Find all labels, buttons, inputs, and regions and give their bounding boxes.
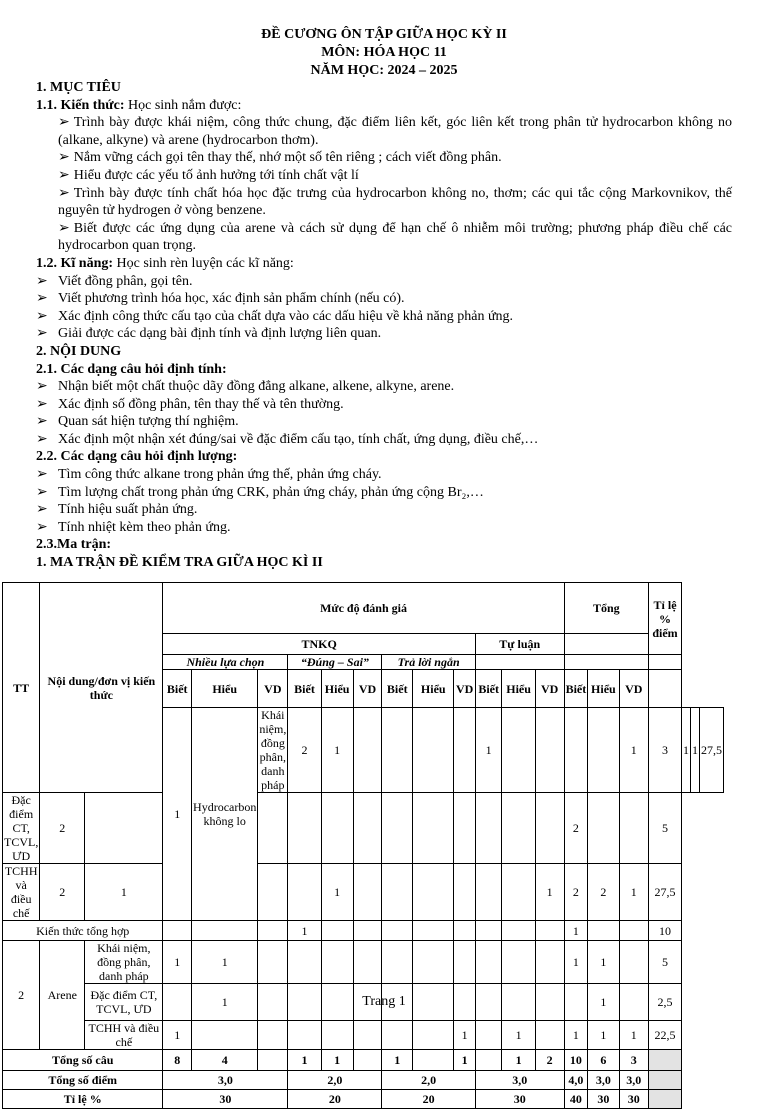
count-cell: 10 <box>649 921 682 941</box>
level-header-cell: Biết <box>288 670 321 708</box>
count-cell <box>535 921 564 941</box>
count-cell <box>321 921 353 941</box>
quantitative-text: Tìm công thức alkane trong phản ứng thế, phản ứng cháy. <box>58 467 382 483</box>
arrow-bullet-icon: ➢ <box>58 185 70 201</box>
total-cell: 2,0 <box>382 1071 475 1090</box>
total-cell: 4,0 <box>564 1071 588 1090</box>
qualitative-text: Nhận biết một chất thuộc dãy đồng đẳng alkane, alkene, alkyne, arene. <box>58 379 455 395</box>
knowledge-item <box>36 220 732 255</box>
arrow-bullet-icon: ➢ <box>36 291 48 307</box>
unit-cell: Khái niệm, đồng phân, danh pháp <box>85 941 163 984</box>
count-cell: 1 <box>321 708 353 793</box>
count-cell: 2 <box>40 864 85 921</box>
quantitative-text: Tính nhiệt kèm theo phản ứng. <box>58 519 231 535</box>
count-cell <box>475 1021 502 1050</box>
level-header-cell: Hiểu <box>192 670 258 708</box>
skill-item <box>36 325 732 343</box>
count-cell <box>588 708 619 793</box>
qualitative-text: Xác định một nhận xét đúng/sai về đặc điểm cấu tạo, tính chất, ứng dụng, điều chế,… <box>58 431 539 447</box>
arrow-bullet-icon: ➢ <box>36 396 48 412</box>
ratio-cell: 2,5 <box>649 984 682 1021</box>
total-cell <box>413 1050 454 1071</box>
arrow-bullet-icon: ➢ <box>36 484 48 500</box>
count-cell: 1 <box>619 708 649 793</box>
header-tnkq: TNKQ <box>163 634 475 655</box>
count-cell: 1 <box>163 1021 192 1050</box>
arrow-bullet-icon: ➢ <box>58 115 70 131</box>
header-level: Mức độ đánh giá <box>163 583 564 634</box>
count-cell: 1 <box>588 984 619 1021</box>
count-cell <box>321 941 353 984</box>
qualitative-list <box>36 378 732 448</box>
header-row-1 <box>3 583 724 634</box>
count-cell <box>258 921 288 941</box>
skill-text: Giải được các dạng bài định tính và định lượng liên quan. <box>58 326 382 342</box>
total-cell: 8 <box>163 1050 192 1071</box>
shaded-cell <box>649 1050 682 1071</box>
header-short-answer: Trả lời ngắn <box>382 655 475 670</box>
count-cell <box>502 864 535 921</box>
count-cell <box>258 1021 288 1050</box>
count-cell <box>413 1021 454 1050</box>
header-total: Tổng <box>564 583 648 634</box>
knowledge-heading: 1.1. Kiến thức: Học sinh nắm được: <box>36 97 242 113</box>
header-title: ĐỀ CƯƠNG ÔN TẬP GIỮA HỌC KỲ II <box>261 27 507 42</box>
count-cell <box>85 793 163 864</box>
level-header-cell: VD <box>353 670 382 708</box>
arrow-bullet-icon: ➢ <box>36 502 48 518</box>
total-cell: 1 <box>454 1050 475 1071</box>
count-cell <box>475 793 502 864</box>
level-header-cell: Biết <box>163 670 192 708</box>
knowledge-item <box>36 167 732 185</box>
unit-cell: Kiến thức tổng hợp <box>3 921 163 941</box>
count-cell <box>258 864 288 921</box>
total-cell: 3,0 <box>475 1071 564 1090</box>
unit-cell: TCHH và điều chế <box>3 864 40 921</box>
ratio-cell: 27,5 <box>700 708 724 793</box>
header-true-false: “Đúng – Sai” <box>288 655 382 670</box>
arrow-bullet-icon: ➢ <box>36 414 48 430</box>
count-cell <box>454 793 475 864</box>
count-cell <box>353 708 382 793</box>
count-cell: 1 <box>588 941 619 984</box>
count-cell: 2 <box>40 793 85 864</box>
count-cell <box>413 921 454 941</box>
knowledge-text: Trình bày được tính chất hóa học đặc trưng của hydrocarbon không no, thơm; các qui tắc cộng Markovnikov, thế nguyên tử hydrogen ở vòng benzene. <box>58 185 732 219</box>
matrix-table <box>2 582 724 1109</box>
count-cell <box>192 1021 258 1050</box>
total-cell: 40 <box>564 1090 588 1109</box>
ratio-cell: 5 <box>649 793 682 864</box>
count-cell: 1 <box>192 984 258 1021</box>
header-multiple-choice: Nhiều lựa chọn <box>163 655 288 670</box>
empty-cell <box>649 655 682 670</box>
total-cell: 20 <box>288 1090 382 1109</box>
total-cell: 1 <box>321 1050 353 1071</box>
arrow-bullet-icon: ➢ <box>58 150 70 166</box>
count-cell <box>502 708 535 793</box>
arrow-bullet-icon: ➢ <box>36 379 48 395</box>
count-cell: 1 <box>192 941 258 984</box>
count-cell <box>619 941 649 984</box>
count-cell <box>619 793 649 864</box>
count-cell <box>288 864 321 921</box>
level-header-cell: Biết <box>564 670 588 708</box>
count-cell: 1 <box>454 1021 475 1050</box>
empty-cell <box>564 634 648 655</box>
level-header-cell: Hiểu <box>588 670 619 708</box>
count-cell: 1 <box>475 708 502 793</box>
unit-cell: Đặc điểm CT, TCVL, ƯD <box>85 984 163 1021</box>
qualitative-text: Xác định số đồng phân, tên thay thế và tên thường. <box>58 396 344 412</box>
skill-item <box>36 290 732 308</box>
arrow-bullet-icon: ➢ <box>58 167 70 183</box>
data-row <box>3 793 724 864</box>
count-cell <box>321 793 353 864</box>
count-cell: 2 <box>564 793 588 864</box>
count-cell: 1 <box>85 864 163 921</box>
level-header-cell: VD <box>619 670 649 708</box>
count-cell <box>454 708 475 793</box>
shaded-cell <box>649 1071 682 1090</box>
total-cell: 6 <box>588 1050 619 1071</box>
knowledge-item <box>36 185 732 220</box>
count-cell <box>163 921 192 941</box>
total-cell <box>475 1050 502 1071</box>
count-cell <box>258 793 288 864</box>
count-cell <box>382 864 413 921</box>
header-tt: TT <box>3 583 40 793</box>
qualitative-item <box>36 378 732 396</box>
topic-number: 1 <box>163 708 192 921</box>
ratio-cell: 27,5 <box>649 864 682 921</box>
total-cell: 30 <box>163 1090 288 1109</box>
count-cell <box>382 1021 413 1050</box>
quantitative-item <box>36 501 732 519</box>
qualitative-item <box>36 396 732 414</box>
level-header-cell: VD <box>535 670 564 708</box>
skill-item <box>36 273 732 291</box>
total-cell <box>258 1050 288 1071</box>
count-cell <box>353 921 382 941</box>
matrix-heading: 2.3.Ma trận: <box>36 537 112 553</box>
count-cell: 1 <box>682 708 691 793</box>
count-cell <box>413 941 454 984</box>
count-cell <box>454 864 475 921</box>
total-points-label: Tổng số điểm <box>3 1071 163 1090</box>
section-2-title: 2. NỘI DUNG <box>36 343 122 359</box>
qualitative-item <box>36 413 732 431</box>
total-cell: 2,0 <box>288 1071 382 1090</box>
count-cell <box>192 921 258 941</box>
total-questions-label: Tổng số câu <box>3 1050 163 1071</box>
document-body <box>36 79 732 572</box>
quantitative-text: Tìm lượng chất trong phản ứng CRK, phản ứng cháy, phản ứng cộng Br₂,… <box>58 484 484 500</box>
count-cell: 1 <box>163 941 192 984</box>
quantitative-text: Tính hiệu suất phản ứng. <box>58 502 198 518</box>
ratio-row <box>3 1090 724 1109</box>
total-cell: 20 <box>382 1090 475 1109</box>
arrow-bullet-icon: ➢ <box>36 308 48 324</box>
level-header-cell: Biết <box>382 670 413 708</box>
count-cell <box>413 793 454 864</box>
header-content: Nội dung/đơn vị kiến thức <box>40 583 163 793</box>
total-cell: 1 <box>382 1050 413 1071</box>
quantitative-item <box>36 484 732 502</box>
ratio-label: Tỉ lệ % <box>3 1090 163 1109</box>
knowledge-text: Trình bày được khái niệm, công thức chung, đặc điểm liên kết, góc liên kết trong phân tử hydrocarbon không no (alkane, alkyne) và arene (hydrocarbon thơm). <box>58 115 732 148</box>
header-subject: MÔN: HÓA HỌC 11 <box>321 45 447 60</box>
count-cell <box>502 921 535 941</box>
count-cell <box>258 941 288 984</box>
topic-name: Arene <box>40 941 85 1050</box>
skill-text: Viết phương trình hóa học, xác định sản phẩm chính (nếu có). <box>58 291 405 307</box>
ratio-cell: 22,5 <box>649 1021 682 1050</box>
count-cell <box>502 793 535 864</box>
arrow-bullet-icon: ➢ <box>36 519 48 535</box>
count-cell <box>413 708 454 793</box>
arrow-bullet-icon: ➢ <box>58 220 70 236</box>
count-cell <box>321 1021 353 1050</box>
count-cell: 1 <box>564 921 588 941</box>
total-cell: 2 <box>535 1050 564 1071</box>
skill-text: Viết đồng phân, gọi tên. <box>58 273 193 289</box>
total-cell: 4 <box>192 1050 258 1071</box>
quantitative-list <box>36 466 732 536</box>
knowledge-text: Hiểu được các yếu tố ảnh hưởng tới tính chất vật lí <box>73 167 359 183</box>
count-cell: 2 <box>588 864 619 921</box>
count-cell <box>475 941 502 984</box>
total-questions-row <box>3 1050 724 1071</box>
count-cell <box>535 1021 564 1050</box>
count-cell <box>288 793 321 864</box>
qualitative-heading: 2.1. Các dạng câu hỏi định tính: <box>36 361 227 377</box>
total-cell: 1 <box>288 1050 321 1071</box>
unit-cell: TCHH và điều chế <box>85 1021 163 1050</box>
count-cell <box>535 793 564 864</box>
total-cell <box>353 1050 382 1071</box>
skills-heading: 1.2. Kĩ năng: Học sinh rèn luyện các kĩ năng: <box>36 255 294 271</box>
count-cell <box>382 708 413 793</box>
count-cell: 2 <box>564 864 588 921</box>
level-header-cell: VD <box>454 670 475 708</box>
total-cell: 1 <box>502 1050 535 1071</box>
count-cell <box>588 793 619 864</box>
total-cell: 3,0 <box>588 1071 619 1090</box>
count-cell <box>288 1021 321 1050</box>
count-cell <box>535 708 564 793</box>
count-cell <box>475 921 502 941</box>
qualitative-text: Quan sát hiện tượng thí nghiệm. <box>58 414 239 430</box>
count-cell <box>535 941 564 984</box>
level-header-cell: Hiểu <box>321 670 353 708</box>
total-cell: 30 <box>619 1090 649 1109</box>
total-cell: 3,0 <box>619 1071 649 1090</box>
topic-number: 2 <box>3 941 40 1050</box>
knowledge-item <box>36 114 732 149</box>
arrow-bullet-icon: ➢ <box>36 326 48 342</box>
count-cell: 1 <box>564 941 588 984</box>
knowledge-item <box>36 149 732 167</box>
shaded-cell <box>649 1090 682 1109</box>
total-cell: 3 <box>619 1050 649 1071</box>
skills-list <box>36 273 732 343</box>
quantitative-item <box>36 466 732 484</box>
count-cell <box>353 864 382 921</box>
count-cell <box>382 921 413 941</box>
quantitative-item <box>36 519 732 537</box>
ratio-cell: 5 <box>649 941 682 984</box>
level-header-cell: Hiểu <box>413 670 454 708</box>
skill-text: Xác định công thức cấu tạo của chất dựa vào các dấu hiệu về khả năng phản ứng. <box>58 308 514 324</box>
header-ratio: Tỉ lệ % điểm <box>649 583 682 655</box>
data-row <box>3 941 724 984</box>
knowledge-list <box>36 114 732 255</box>
count-cell <box>564 708 588 793</box>
topic-name: Hydrocarbon không lo <box>192 708 258 921</box>
total-points-row <box>3 1071 724 1090</box>
arrow-bullet-icon: ➢ <box>36 431 48 447</box>
count-cell: 1 <box>564 1021 588 1050</box>
count-cell <box>588 921 619 941</box>
count-cell <box>353 941 382 984</box>
matrix-body <box>3 583 724 1109</box>
header-year: NĂM HỌC: 2024 – 2025 <box>310 63 458 78</box>
count-cell <box>382 793 413 864</box>
arrow-bullet-icon: ➢ <box>36 467 48 483</box>
level-header-cell: Biết <box>475 670 502 708</box>
quantitative-heading: 2.2. Các dạng câu hỏi định lượng: <box>36 449 238 465</box>
section-1-title: 1. MỤC TIÊU <box>36 80 121 95</box>
count-cell <box>502 941 535 984</box>
count-cell: 2 <box>288 708 321 793</box>
knowledge-text: Nắm vững cách gọi tên thay thế, nhớ một số tên riêng ; cách viết đồng phân. <box>73 150 502 166</box>
document-header <box>0 26 768 80</box>
count-cell <box>353 793 382 864</box>
count-cell: 1 <box>321 864 353 921</box>
count-cell <box>413 864 454 921</box>
header-tuluan: Tự luận <box>475 634 564 655</box>
unit-cell: Khái niệm, đồng phân, danh pháp <box>259 708 287 792</box>
data-row <box>3 1021 724 1050</box>
skill-item <box>36 308 732 326</box>
count-cell <box>382 941 413 984</box>
count-cell <box>288 941 321 984</box>
arrow-bullet-icon: ➢ <box>36 273 48 289</box>
empty-cell <box>649 670 682 708</box>
count-cell: 3 <box>649 708 682 793</box>
total-cell: 10 <box>564 1050 588 1071</box>
count-cell <box>454 921 475 941</box>
count-cell <box>454 941 475 984</box>
level-header-cell: VD <box>258 670 288 708</box>
empty-cell <box>475 655 564 670</box>
total-cell: 30 <box>475 1090 564 1109</box>
count-cell: 1 <box>619 1021 649 1050</box>
level-header-cell: Hiểu <box>502 670 535 708</box>
page-number: Trang 1 <box>362 994 406 1009</box>
total-cell: 30 <box>588 1090 619 1109</box>
empty-cell <box>564 655 648 670</box>
qualitative-item <box>36 431 732 449</box>
count-cell <box>619 921 649 941</box>
matrix-title: 1. MA TRẬN ĐỀ KIỂM TRA GIỮA HỌC KÌ II <box>36 555 323 571</box>
count-cell: 1 <box>288 921 321 941</box>
count-cell: 1 <box>691 708 700 793</box>
total-cell: 3,0 <box>163 1071 288 1090</box>
unit-cell: Đặc điểm CT, TCVL, ƯD <box>4 793 39 863</box>
count-cell: 1 <box>619 864 649 921</box>
count-cell: 1 <box>535 864 564 921</box>
count-cell <box>475 864 502 921</box>
data-row <box>3 864 724 921</box>
knowledge-text: Biết được các ứng dụng của arene và cách sử dụng để hạn chế ô nhiễm môi trường; phương pháp điều chế các hydrocarbon quan trọng. <box>58 220 732 254</box>
count-cell: 1 <box>588 1021 619 1050</box>
count-cell: 1 <box>502 1021 535 1050</box>
mixed-knowledge-row <box>3 921 724 941</box>
count-cell <box>353 1021 382 1050</box>
